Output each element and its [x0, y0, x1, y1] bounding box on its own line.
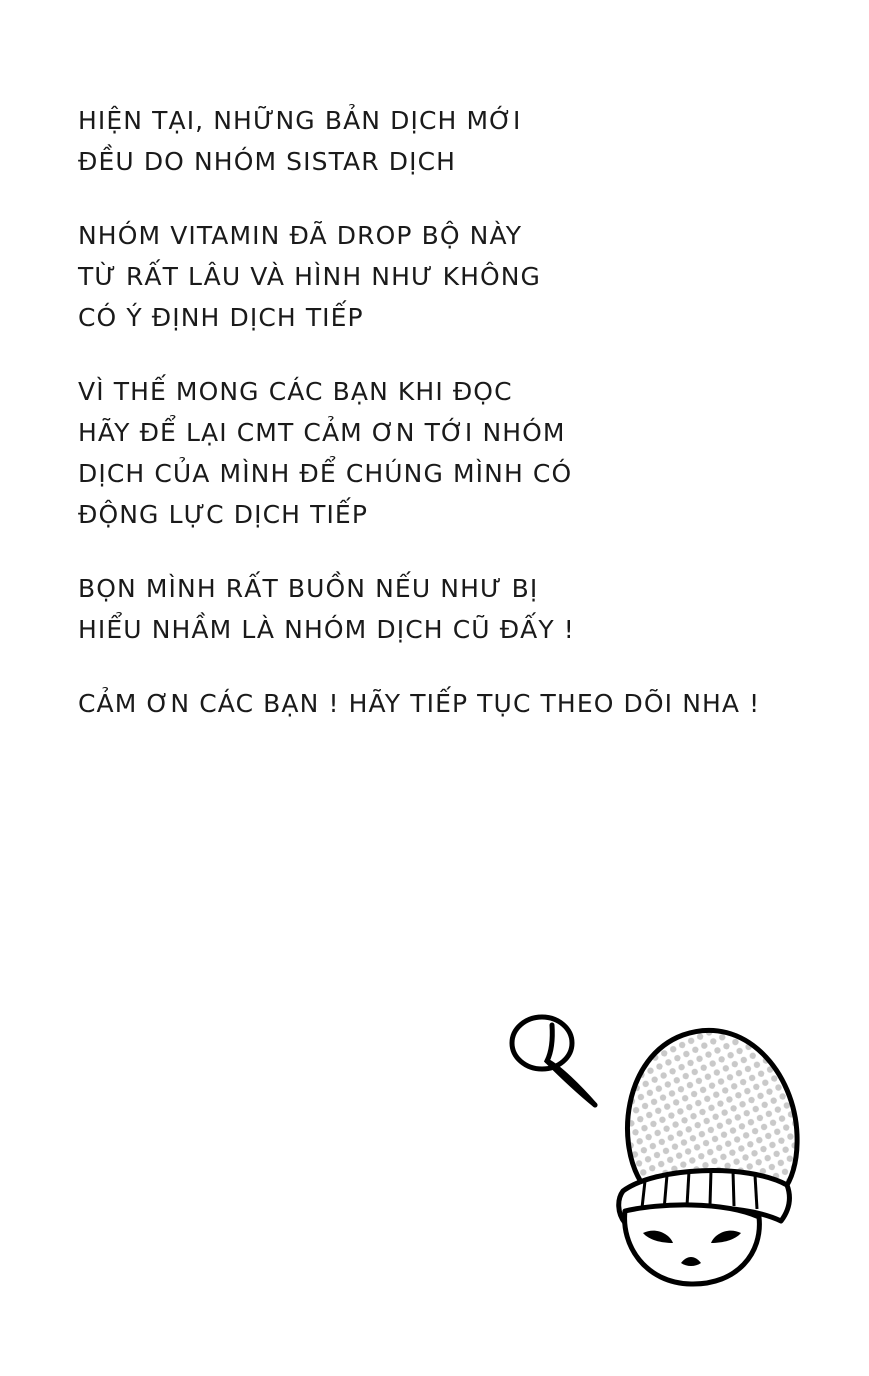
note-paragraph	[78, 100, 798, 182]
note-line: CÓ Ý ĐỊNH DỊCH TIẾP	[78, 303, 364, 332]
note-line: VÌ THẾ MONG CÁC BẠN KHI ĐỌC	[78, 377, 513, 406]
note-paragraph	[78, 371, 798, 535]
note-line: NHÓM VITAMIN ĐÃ DROP BỘ NÀY	[78, 221, 523, 250]
mascot-svg	[495, 995, 825, 1295]
translator-note	[78, 100, 798, 724]
mascot-illustration	[495, 995, 825, 1295]
note-line: HIỂU NHẦM LÀ NHÓM DỊCH CŨ ĐẤY !	[78, 615, 575, 644]
note-line: HIỆN TẠI, NHỮNG BẢN DỊCH MỚI	[78, 106, 522, 135]
note-line: ĐỘNG LỰC DỊCH TIẾP	[78, 500, 368, 529]
note-line: CẢM ƠN CÁC BẠN ! HÃY TIẾP TỤC THEO DÕI NHA !	[78, 689, 761, 718]
face-shape	[625, 1205, 760, 1284]
note-paragraph	[78, 215, 798, 338]
note-paragraph	[78, 683, 798, 724]
note-line: HÃY ĐỂ LẠI CMT CẢM ƠN TỚI NHÓM	[78, 418, 566, 447]
note-line: ĐỀU DO NHÓM SISTAR DỊCH	[78, 147, 457, 176]
note-line: TỪ RẤT LÂU VÀ HÌNH NHƯ KHÔNG	[78, 262, 542, 291]
note-paragraph	[78, 568, 798, 650]
note-line: DỊCH CỦA MÌNH ĐỂ CHÚNG MÌNH CÓ	[78, 459, 573, 488]
speech-bubble-icon	[512, 1017, 595, 1105]
hood-shape	[628, 1030, 798, 1191]
note-line: BỌN MÌNH RẤT BUỒN NẾU NHƯ BỊ	[78, 574, 539, 603]
